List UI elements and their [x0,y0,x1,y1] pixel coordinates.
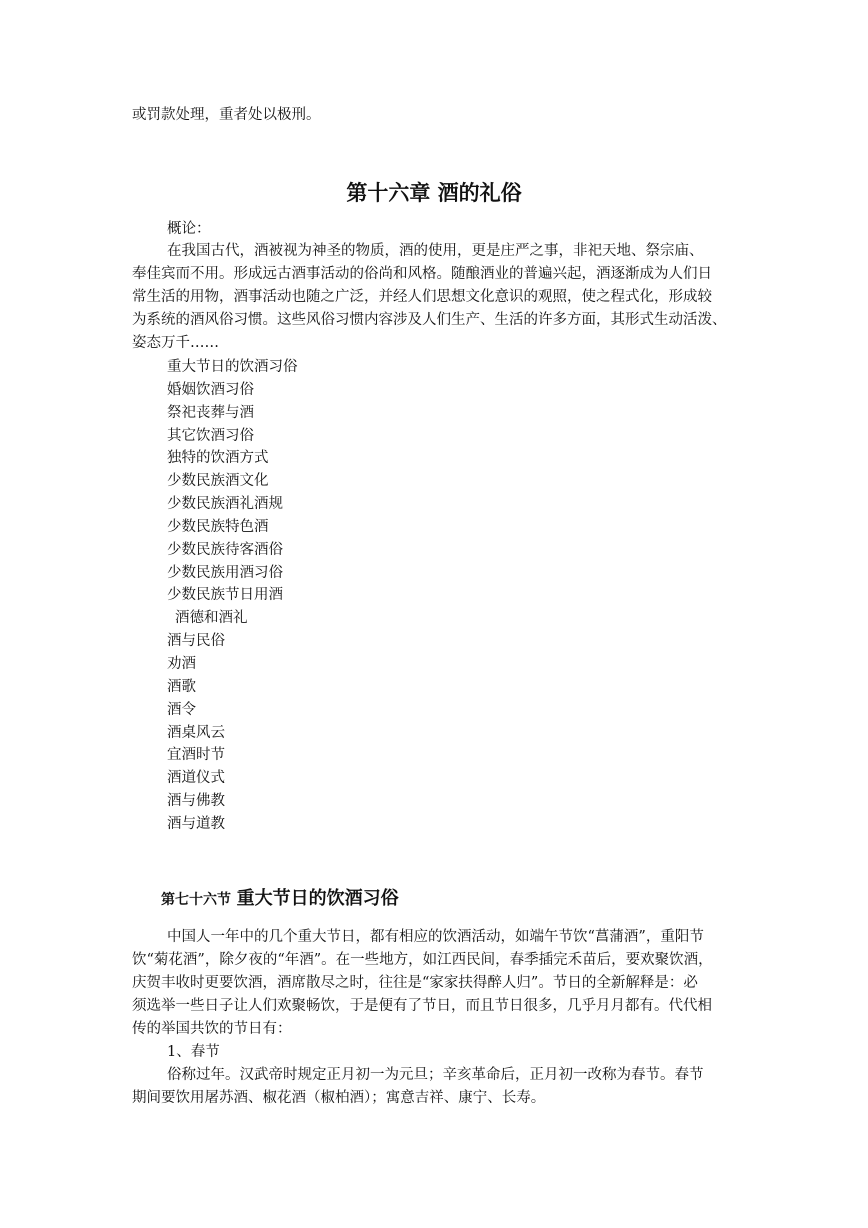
intro-line: 中国人一年中的几个重大节日，都有相应的饮酒活动，如端午节饮“菖蒲酒”，重阳节 [167,929,704,945]
toc-item: 祭祀丧葬与酒 [167,404,254,421]
toc-item: 其它饮酒习俗 [167,427,254,444]
previous-page-fragment: 或罚款处理，重者处以极刑。 [132,107,321,123]
toc-item: 婚姻饮酒习俗 [167,381,254,398]
intro-line: 须选举一些日子让人们欢聚畅饮，于是便有了节日，而且节日很多，几乎月月都有。代代相 [132,998,712,1014]
item-heading: 1、春节 [167,1044,220,1060]
toc-item: 酒德和酒礼 [175,610,248,627]
section-number: 第七十六节 [161,892,231,908]
overview-label: 概论： [167,221,211,237]
toc-item: 酒道仪式 [167,770,225,787]
toc-item: 酒歌 [167,678,196,695]
toc-item: 酒桌风云 [167,724,225,741]
toc-item: 酒令 [167,701,196,718]
toc-item: 重大节日的饮酒习俗 [167,359,298,375]
toc-item: 宜酒时节 [167,747,225,764]
intro-line: 传的举国共饮的节日有： [132,1021,292,1037]
toc-item: 酒与佛教 [167,793,225,810]
overview-line: 姿态万千…… [132,335,219,351]
toc-item: 少数民族用酒习俗 [167,564,283,581]
toc-item: 酒与民俗 [167,633,225,650]
toc-item: 少数民族待客酒俗 [167,541,283,558]
toc-item: 少数民族酒礼酒规 [167,496,283,513]
intro-line: 饮“菊花酒”，除夕夜的“年酒”。在一些地方，如江西民间，春季插完禾苗后，要欢聚饮酒， [132,952,713,968]
item-line: 俗称过年。汉武帝时规定正月初一为元旦；辛亥革命后，正月初一改称为春节。春节 [167,1067,704,1083]
toc-item: 酒与道教 [167,815,225,832]
spring-festival-paragraph [132,1064,742,1110]
chapter-title: 第十六章 酒的礼俗 [346,181,522,205]
overview-line: 奉佳宾而不用。形成远古酒事活动的俗尚和风格。随酿酒业的普遍兴起，酒逐渐成为人们日 [132,266,712,282]
section-title: 重大节日的饮酒习俗 [236,888,399,909]
section-intro [132,926,742,1041]
overview-line: 在我国古代，酒被视为神圣的物质，酒的使用，更是庄严之事，非祀天地、祭宗庙、 [167,243,704,259]
intro-line: 庆贺丰收时更要饮酒，酒席散尽之时，往往是“家家扶得醉人归”。节日的全新解释是：必 [132,975,698,991]
chapter-overview [132,240,742,355]
section-heading [161,884,399,910]
toc-item: 劝酒 [167,655,196,672]
chapter-contents-list [167,356,298,836]
toc-item: 少数民族特色酒 [167,518,269,535]
toc-item: 独特的饮酒方式 [167,450,269,467]
overview-line: 为系统的酒风俗习惯。这些风俗习惯内容涉及人们生产、生活的许多方面，其形式生动活泼、 [132,312,727,328]
toc-item: 少数民族酒文化 [167,473,269,490]
overview-line: 常生活的用物，酒事活动也随之广泛，并经人们思想文化意识的观照，使之程式化，形成较 [132,289,712,305]
toc-item: 少数民族节日用酒 [167,587,283,604]
item-line: 期间要饮用屠苏酒、椒花酒（椒柏酒）；寓意吉祥、康宁、长寿。 [132,1090,546,1106]
